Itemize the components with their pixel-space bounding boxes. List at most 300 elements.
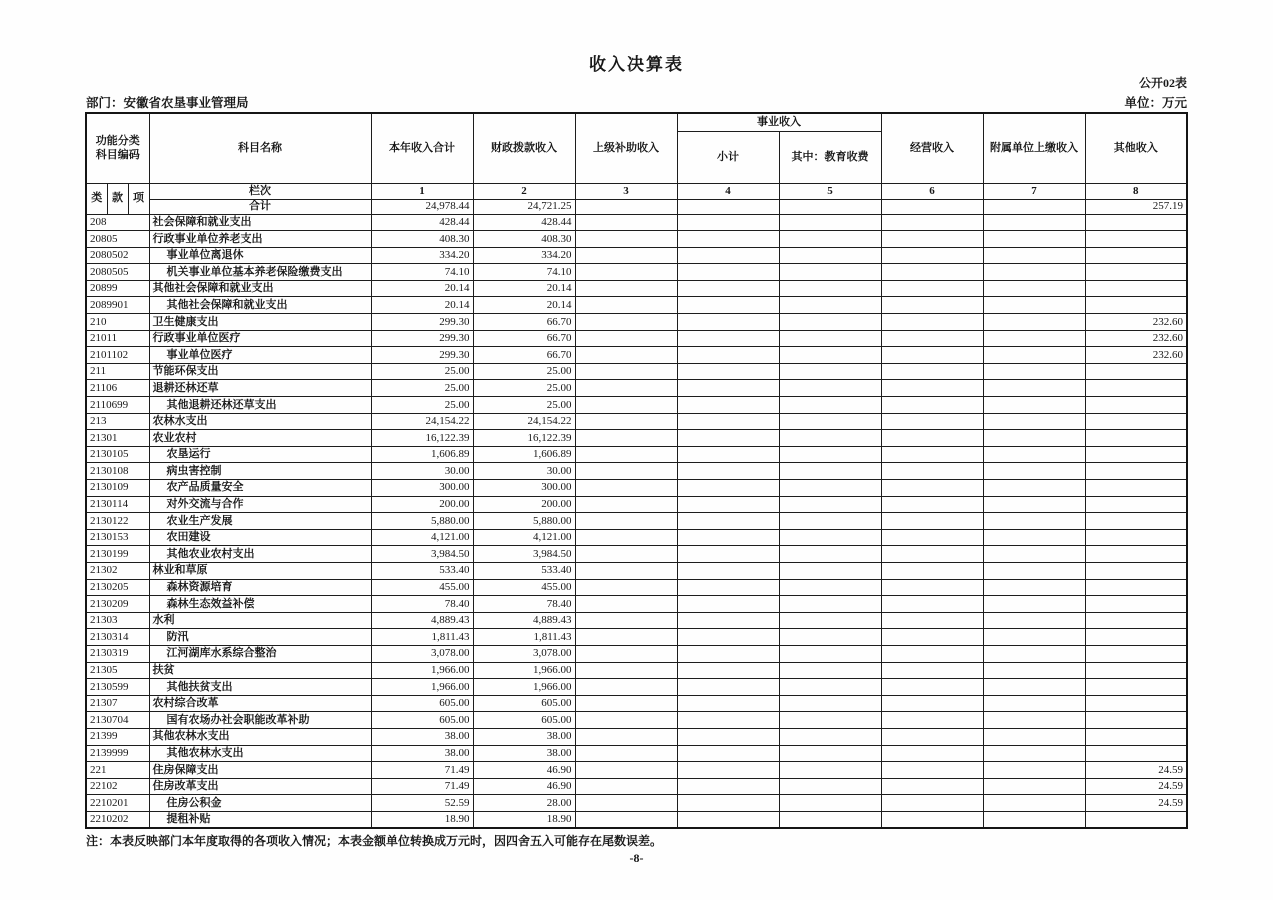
row-value bbox=[983, 363, 1085, 380]
row-code: 2210201 bbox=[86, 795, 149, 812]
col-number-3: 3 bbox=[575, 183, 677, 199]
code-header-line1: 功能分类 bbox=[95, 134, 140, 147]
row-value: 66.70 bbox=[473, 347, 575, 364]
col-number-8: 8 bbox=[1085, 183, 1187, 199]
row-code: 210 bbox=[86, 314, 149, 331]
table-row bbox=[86, 695, 1187, 712]
row-value bbox=[677, 247, 779, 264]
row-value: 4,889.43 bbox=[473, 612, 575, 629]
row-value bbox=[575, 480, 677, 497]
row-value bbox=[881, 778, 983, 795]
row-value bbox=[779, 629, 881, 646]
table-row bbox=[86, 247, 1187, 264]
row-value bbox=[983, 778, 1085, 795]
row-value: 46.90 bbox=[473, 762, 575, 779]
row-value: 18.90 bbox=[371, 811, 473, 828]
row-value bbox=[677, 529, 779, 546]
row-code: 21307 bbox=[86, 695, 149, 712]
table-row bbox=[86, 629, 1187, 646]
row-value: 18.90 bbox=[473, 811, 575, 828]
row-value: 24,154.22 bbox=[371, 413, 473, 430]
row-value bbox=[677, 745, 779, 762]
row-value: 408.30 bbox=[473, 231, 575, 248]
row-value bbox=[881, 280, 983, 297]
row-value: 428.44 bbox=[473, 214, 575, 231]
row-value bbox=[881, 247, 983, 264]
row-value bbox=[575, 679, 677, 696]
row-value bbox=[779, 546, 881, 563]
row-value bbox=[677, 280, 779, 297]
total-value: 257.19 bbox=[1085, 199, 1187, 214]
row-value bbox=[1085, 413, 1187, 430]
lanci-label: 栏次 bbox=[149, 183, 371, 199]
row-value bbox=[881, 728, 983, 745]
table-row bbox=[86, 562, 1187, 579]
row-value bbox=[575, 347, 677, 364]
row-value bbox=[779, 496, 881, 513]
row-subject-name: 农业生产发展 bbox=[149, 513, 371, 530]
row-value bbox=[677, 579, 779, 596]
table-row bbox=[86, 596, 1187, 613]
row-value bbox=[983, 562, 1085, 579]
row-value bbox=[575, 297, 677, 314]
row-value bbox=[779, 463, 881, 480]
row-code: 2130199 bbox=[86, 546, 149, 563]
row-value: 25.00 bbox=[473, 380, 575, 397]
row-code: 2130153 bbox=[86, 529, 149, 546]
row-value: 25.00 bbox=[473, 397, 575, 414]
row-value: 428.44 bbox=[371, 214, 473, 231]
row-value bbox=[1085, 397, 1187, 414]
row-value: 605.00 bbox=[473, 712, 575, 729]
row-code: 2130205 bbox=[86, 579, 149, 596]
row-value bbox=[983, 811, 1085, 828]
row-value: 300.00 bbox=[473, 480, 575, 497]
code-group-header bbox=[86, 113, 149, 183]
row-value bbox=[983, 728, 1085, 745]
row-subject-name: 其他农业农村支出 bbox=[149, 546, 371, 563]
table-row bbox=[86, 712, 1187, 729]
row-value bbox=[983, 662, 1085, 679]
row-value bbox=[575, 546, 677, 563]
row-value bbox=[779, 247, 881, 264]
row-value bbox=[983, 297, 1085, 314]
row-value bbox=[881, 380, 983, 397]
row-code: 208 bbox=[86, 214, 149, 231]
table-row bbox=[86, 811, 1187, 828]
row-value: 78.40 bbox=[473, 596, 575, 613]
row-value bbox=[881, 546, 983, 563]
unit-label: 单位：万元 bbox=[1124, 96, 1187, 110]
row-subject-name: 森林资源培育 bbox=[149, 579, 371, 596]
row-value bbox=[1085, 231, 1187, 248]
total-label: 合计 bbox=[149, 199, 371, 214]
row-value bbox=[575, 513, 677, 530]
row-value bbox=[779, 380, 881, 397]
code-subcol-subitem: 项 bbox=[128, 183, 149, 214]
row-value bbox=[881, 347, 983, 364]
row-value: 71.49 bbox=[371, 778, 473, 795]
row-value bbox=[983, 314, 1085, 331]
row-value bbox=[677, 430, 779, 447]
row-value: 78.40 bbox=[371, 596, 473, 613]
row-code: 20899 bbox=[86, 280, 149, 297]
row-value: 66.70 bbox=[473, 314, 575, 331]
row-value bbox=[575, 762, 677, 779]
row-subject-name: 农垦运行 bbox=[149, 446, 371, 463]
row-value bbox=[1085, 679, 1187, 696]
row-value bbox=[1085, 297, 1187, 314]
row-value bbox=[575, 529, 677, 546]
row-value bbox=[677, 314, 779, 331]
row-value bbox=[881, 795, 983, 812]
row-value: 28.00 bbox=[473, 795, 575, 812]
row-value bbox=[677, 264, 779, 281]
row-value bbox=[575, 363, 677, 380]
row-value bbox=[881, 513, 983, 530]
row-value: 38.00 bbox=[473, 728, 575, 745]
row-subject-name: 其他农林水支出 bbox=[149, 745, 371, 762]
row-value bbox=[677, 662, 779, 679]
row-subject-name: 提租补贴 bbox=[149, 811, 371, 828]
row-value: 1,966.00 bbox=[473, 679, 575, 696]
table-row bbox=[86, 579, 1187, 596]
row-value bbox=[779, 347, 881, 364]
row-subject-name: 事业单位医疗 bbox=[149, 347, 371, 364]
row-value bbox=[677, 795, 779, 812]
row-code: 211 bbox=[86, 363, 149, 380]
row-subject-name: 扶贫 bbox=[149, 662, 371, 679]
row-value bbox=[677, 612, 779, 629]
col-number-6: 6 bbox=[881, 183, 983, 199]
table-row bbox=[86, 795, 1187, 812]
row-subject-name: 防汛 bbox=[149, 629, 371, 646]
table-row bbox=[86, 546, 1187, 563]
row-value: 605.00 bbox=[371, 695, 473, 712]
row-value bbox=[1085, 612, 1187, 629]
row-code: 2080502 bbox=[86, 247, 149, 264]
table-row bbox=[86, 347, 1187, 364]
total-value: 24,978.44 bbox=[371, 199, 473, 214]
table-row bbox=[86, 380, 1187, 397]
row-value: 334.20 bbox=[473, 247, 575, 264]
row-value bbox=[779, 679, 881, 696]
row-value bbox=[575, 795, 677, 812]
row-value bbox=[677, 496, 779, 513]
row-value: 5,880.00 bbox=[371, 513, 473, 530]
row-value: 200.00 bbox=[473, 496, 575, 513]
row-value bbox=[983, 463, 1085, 480]
meta-line bbox=[86, 93, 1187, 111]
row-value bbox=[983, 446, 1085, 463]
row-value: 74.10 bbox=[371, 264, 473, 281]
row-value bbox=[1085, 463, 1187, 480]
row-value bbox=[1085, 745, 1187, 762]
row-value: 1,811.43 bbox=[371, 629, 473, 646]
row-value: 232.60 bbox=[1085, 330, 1187, 347]
row-value: 20.14 bbox=[371, 280, 473, 297]
row-subject-name: 其他退耕还林还草支出 bbox=[149, 397, 371, 414]
row-value bbox=[677, 397, 779, 414]
row-code: 2130314 bbox=[86, 629, 149, 646]
table-row bbox=[86, 297, 1187, 314]
row-code: 21303 bbox=[86, 612, 149, 629]
table-row bbox=[86, 778, 1187, 795]
row-value bbox=[881, 397, 983, 414]
row-value bbox=[575, 463, 677, 480]
row-value bbox=[779, 596, 881, 613]
row-value: 605.00 bbox=[473, 695, 575, 712]
row-value bbox=[1085, 645, 1187, 662]
row-value bbox=[1085, 579, 1187, 596]
row-subject-name: 国有农场办社会职能改革补助 bbox=[149, 712, 371, 729]
col-header-operating-income: 经营收入 bbox=[881, 113, 983, 183]
row-value bbox=[881, 214, 983, 231]
row-value bbox=[881, 596, 983, 613]
row-value: 3,984.50 bbox=[371, 546, 473, 563]
row-value bbox=[779, 762, 881, 779]
row-value bbox=[983, 745, 1085, 762]
row-value bbox=[779, 363, 881, 380]
row-value bbox=[881, 496, 983, 513]
row-subject-name: 对外交流与合作 bbox=[149, 496, 371, 513]
row-value bbox=[1085, 695, 1187, 712]
row-value bbox=[779, 446, 881, 463]
row-code: 2101102 bbox=[86, 347, 149, 364]
row-value bbox=[779, 778, 881, 795]
row-subject-name: 森林生态效益补偿 bbox=[149, 596, 371, 613]
row-value bbox=[983, 546, 1085, 563]
row-value bbox=[983, 762, 1085, 779]
row-subject-name: 农业农村 bbox=[149, 430, 371, 447]
row-value: 1,811.43 bbox=[473, 629, 575, 646]
row-value bbox=[881, 413, 983, 430]
row-value bbox=[575, 330, 677, 347]
row-value bbox=[779, 480, 881, 497]
row-value: 299.30 bbox=[371, 330, 473, 347]
row-value: 605.00 bbox=[371, 712, 473, 729]
row-value bbox=[983, 596, 1085, 613]
total-value bbox=[881, 199, 983, 214]
row-value: 1,966.00 bbox=[371, 662, 473, 679]
table-row bbox=[86, 728, 1187, 745]
row-value bbox=[779, 728, 881, 745]
row-value bbox=[779, 795, 881, 812]
row-subject-name: 行政事业单位医疗 bbox=[149, 330, 371, 347]
row-code: 2130704 bbox=[86, 712, 149, 729]
row-subject-name: 行政事业单位养老支出 bbox=[149, 231, 371, 248]
row-value bbox=[983, 264, 1085, 281]
row-value bbox=[575, 231, 677, 248]
column-index-row bbox=[86, 183, 1187, 199]
row-code: 2130319 bbox=[86, 645, 149, 662]
row-value bbox=[1085, 513, 1187, 530]
row-value bbox=[575, 446, 677, 463]
code-subcol-category: 类 bbox=[86, 183, 107, 214]
row-value: 232.60 bbox=[1085, 347, 1187, 364]
table-row bbox=[86, 231, 1187, 248]
table-row bbox=[86, 480, 1187, 497]
row-value bbox=[575, 314, 677, 331]
table-body bbox=[86, 214, 1187, 828]
table-row bbox=[86, 612, 1187, 629]
row-value bbox=[677, 645, 779, 662]
row-value: 334.20 bbox=[371, 247, 473, 264]
row-value bbox=[881, 712, 983, 729]
row-value: 66.70 bbox=[473, 330, 575, 347]
row-code: 21011 bbox=[86, 330, 149, 347]
table-row bbox=[86, 662, 1187, 679]
table-row bbox=[86, 745, 1187, 762]
row-value bbox=[983, 612, 1085, 629]
col-number-7: 7 bbox=[983, 183, 1085, 199]
col-header-education-fees: 其中：教育收费 bbox=[779, 131, 881, 183]
row-value: 4,889.43 bbox=[371, 612, 473, 629]
row-value: 3,984.50 bbox=[473, 546, 575, 563]
row-value: 38.00 bbox=[371, 728, 473, 745]
col-header-other-income: 其他收入 bbox=[1085, 113, 1187, 183]
row-value bbox=[779, 297, 881, 314]
business-income-group-header: 事业收入 bbox=[677, 113, 881, 131]
row-value bbox=[983, 413, 1085, 430]
row-value: 16,122.39 bbox=[473, 430, 575, 447]
total-value: 24,721.25 bbox=[473, 199, 575, 214]
row-value bbox=[677, 778, 779, 795]
row-value bbox=[983, 480, 1085, 497]
grand-total-row bbox=[86, 199, 1187, 214]
row-value bbox=[779, 413, 881, 430]
row-value: 299.30 bbox=[371, 347, 473, 364]
row-value bbox=[677, 214, 779, 231]
row-code: 21301 bbox=[86, 430, 149, 447]
table-row bbox=[86, 513, 1187, 530]
row-value bbox=[575, 562, 677, 579]
table-row bbox=[86, 314, 1187, 331]
row-value bbox=[779, 513, 881, 530]
table-row bbox=[86, 430, 1187, 447]
row-code: 213 bbox=[86, 413, 149, 430]
row-value: 74.10 bbox=[473, 264, 575, 281]
row-value: 300.00 bbox=[371, 480, 473, 497]
row-value: 200.00 bbox=[371, 496, 473, 513]
row-value bbox=[1085, 380, 1187, 397]
row-subject-name: 农林水支出 bbox=[149, 413, 371, 430]
row-value bbox=[677, 728, 779, 745]
row-value: 46.90 bbox=[473, 778, 575, 795]
row-value bbox=[575, 645, 677, 662]
table-row bbox=[86, 529, 1187, 546]
header-row-top bbox=[86, 113, 1187, 131]
row-value bbox=[677, 695, 779, 712]
row-code: 2080505 bbox=[86, 264, 149, 281]
row-value: 24.59 bbox=[1085, 778, 1187, 795]
row-code: 21302 bbox=[86, 562, 149, 579]
row-value bbox=[983, 645, 1085, 662]
row-value: 455.00 bbox=[473, 579, 575, 596]
row-subject-name: 住房公积金 bbox=[149, 795, 371, 812]
row-value: 3,078.00 bbox=[473, 645, 575, 662]
row-value bbox=[983, 280, 1085, 297]
row-value bbox=[1085, 712, 1187, 729]
row-value bbox=[1085, 529, 1187, 546]
table-row bbox=[86, 363, 1187, 380]
row-value bbox=[881, 662, 983, 679]
row-value bbox=[779, 712, 881, 729]
row-subject-name: 住房保障支出 bbox=[149, 762, 371, 779]
row-code: 2130114 bbox=[86, 496, 149, 513]
row-value bbox=[1085, 430, 1187, 447]
table-row bbox=[86, 264, 1187, 281]
total-value bbox=[779, 199, 881, 214]
row-value bbox=[881, 811, 983, 828]
row-value bbox=[779, 811, 881, 828]
row-value bbox=[983, 513, 1085, 530]
row-value: 20.14 bbox=[371, 297, 473, 314]
row-value bbox=[983, 695, 1085, 712]
row-value: 408.30 bbox=[371, 231, 473, 248]
row-code: 2130122 bbox=[86, 513, 149, 530]
row-value bbox=[1085, 629, 1187, 646]
row-subject-name: 水利 bbox=[149, 612, 371, 629]
col-number-1: 1 bbox=[371, 183, 473, 199]
row-subject-name: 社会保障和就业支出 bbox=[149, 214, 371, 231]
row-value bbox=[1085, 247, 1187, 264]
row-value bbox=[575, 662, 677, 679]
row-value bbox=[575, 264, 677, 281]
row-code: 2110699 bbox=[86, 397, 149, 414]
row-subject-name: 事业单位离退休 bbox=[149, 247, 371, 264]
table-row bbox=[86, 463, 1187, 480]
row-value bbox=[1085, 811, 1187, 828]
row-value bbox=[575, 629, 677, 646]
row-value bbox=[881, 480, 983, 497]
col-number-5: 5 bbox=[779, 183, 881, 199]
code-header-line2: 科目编码 bbox=[95, 149, 140, 162]
row-value bbox=[575, 430, 677, 447]
row-value: 20.14 bbox=[473, 280, 575, 297]
row-value bbox=[575, 214, 677, 231]
row-value bbox=[677, 596, 779, 613]
row-value bbox=[983, 214, 1085, 231]
row-value bbox=[779, 562, 881, 579]
table-row bbox=[86, 397, 1187, 414]
table-row bbox=[86, 446, 1187, 463]
row-value bbox=[779, 280, 881, 297]
row-value bbox=[779, 695, 881, 712]
page-title: 收入决算表 bbox=[589, 55, 684, 74]
col-header-superior-subsidy: 上级补助收入 bbox=[575, 113, 677, 183]
table-row bbox=[86, 214, 1187, 231]
footnote: 注：本表反映部门本年度取得的各项收入情况；本表金额单位转换成万元时，因四舍五入可能存在尾数误差。 bbox=[86, 834, 663, 848]
row-value bbox=[779, 314, 881, 331]
row-value: 455.00 bbox=[371, 579, 473, 596]
total-value bbox=[677, 199, 779, 214]
row-value: 30.00 bbox=[371, 463, 473, 480]
row-value: 24.59 bbox=[1085, 795, 1187, 812]
col-header-subtotal: 小计 bbox=[677, 131, 779, 183]
col-header-fiscal-appropriation: 财政拨款收入 bbox=[473, 113, 575, 183]
row-value bbox=[881, 562, 983, 579]
row-value bbox=[983, 397, 1085, 414]
row-value: 25.00 bbox=[473, 363, 575, 380]
row-value: 30.00 bbox=[473, 463, 575, 480]
col-header-affiliated-units: 附属单位上缴收入 bbox=[983, 113, 1085, 183]
row-value bbox=[677, 480, 779, 497]
row-subject-name: 农村综合改革 bbox=[149, 695, 371, 712]
row-value bbox=[881, 463, 983, 480]
income-accounts-table bbox=[85, 112, 1188, 829]
row-value bbox=[677, 297, 779, 314]
